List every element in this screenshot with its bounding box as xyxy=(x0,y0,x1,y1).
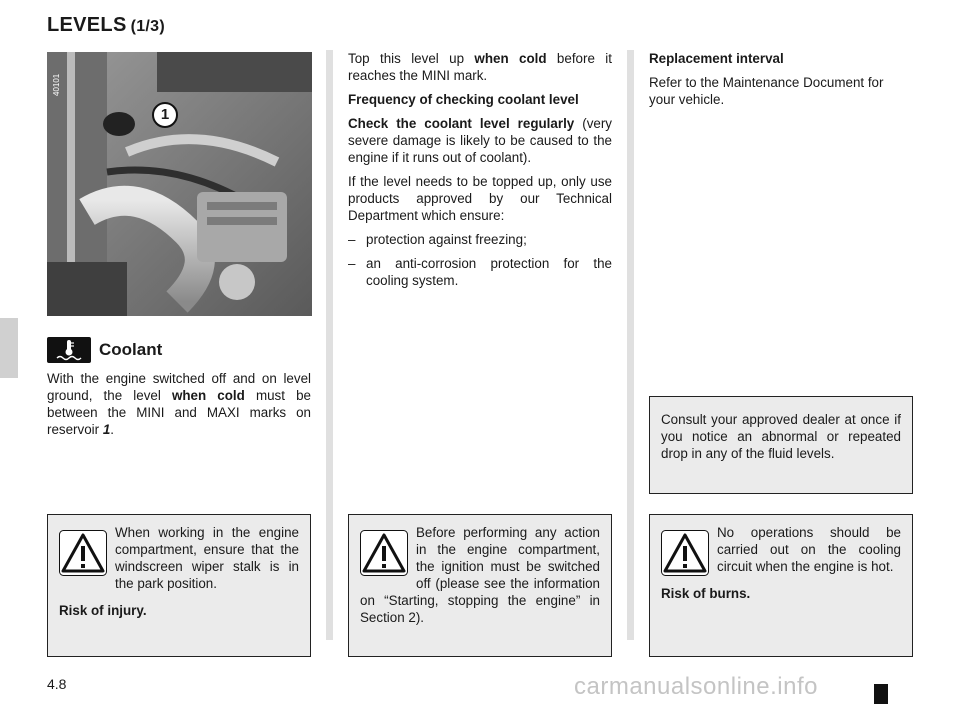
text-run: before it reaches the MINI mark. xyxy=(348,51,612,83)
photo-reference-code: 40101 xyxy=(52,73,61,96)
coolant-heading xyxy=(47,337,162,363)
coolant-title: Coolant xyxy=(99,340,163,359)
warning-text: Before performing any action in the engine compartment, the ignition must be switched off (please see the information on “Starting, stopping the engine” in Section 2). xyxy=(360,525,600,625)
column-divider-right xyxy=(627,50,634,640)
warning-triangle-icon xyxy=(661,530,709,576)
page-number: 4.8 xyxy=(47,676,67,692)
frequency-heading-text: Frequency of checking coolant level xyxy=(348,92,579,107)
text-run: With the engine switched off and on level ground, the level xyxy=(47,371,311,403)
warning-risk: Risk of injury. xyxy=(59,603,147,618)
topup-paragraph xyxy=(348,50,612,84)
page-title xyxy=(47,14,165,37)
check-paragraph xyxy=(348,115,612,166)
reservoir-reference: 1 xyxy=(102,422,111,437)
page-title-subtitle: (1/3) xyxy=(130,18,165,35)
warning-text: No operations should be carried out on the cooling circuit when the engine is hot. xyxy=(717,525,901,574)
warning-box-injury xyxy=(47,514,311,657)
info-box xyxy=(649,396,913,494)
warning-box-ignition xyxy=(348,514,612,657)
warning-triangle-icon xyxy=(59,530,107,576)
frequency-heading xyxy=(348,91,612,108)
list-item-text: an anti-corrosion protection for the cooling system. xyxy=(366,256,612,288)
engine-compartment-photo xyxy=(47,52,312,316)
replacement-text: Refer to the Maintenance Document for your vehicle. xyxy=(649,75,884,107)
warning-triangle-icon xyxy=(360,530,408,576)
emphasis-when-cold: when cold xyxy=(474,51,547,66)
section-side-tab xyxy=(0,318,18,378)
coolant-paragraph xyxy=(47,370,311,438)
watermark: carmanualsonline.info xyxy=(574,673,818,700)
list-item xyxy=(348,231,612,248)
replacement-heading-text: Replacement interval xyxy=(649,51,784,66)
text-run: must be between the MINI and MAXI marks on reservoir xyxy=(47,388,311,437)
warning-risk: Risk of burns. xyxy=(661,586,751,601)
topup-products-paragraph: If the level needs to be topped up, only use products approved by our Technical Department which ensure: xyxy=(348,174,612,223)
text-run: Top this level up xyxy=(348,51,475,66)
reservoir-callout-1: 1 xyxy=(152,102,178,128)
list-dash: – xyxy=(348,232,356,247)
column-divider-left xyxy=(326,50,333,640)
list-item-text: protection against freezing; xyxy=(366,232,527,247)
warning-box-burns xyxy=(649,514,913,657)
right-column-text xyxy=(649,50,913,115)
middle-column-text xyxy=(348,50,612,296)
page-corner-mark xyxy=(874,684,888,704)
emphasis-when-cold: when cold xyxy=(171,388,245,403)
coolant-temperature-icon xyxy=(47,337,91,363)
page-title-text: LEVELS xyxy=(47,14,127,36)
info-box-text: Consult your approved dealer at once if you notice an abnormal or repeated drop in any of the fluid levels. xyxy=(661,412,901,461)
text-run: (very severe damage is likely to be caused to the engine if it runs out of coolant). xyxy=(348,116,612,165)
check-emphasis: Check the coolant level regularly xyxy=(348,116,575,131)
warning-text: When working in the engine compartment, ensure that the windscreen wiper stalk is in the park position. xyxy=(115,525,299,591)
list-item xyxy=(348,255,612,289)
replacement-heading xyxy=(649,50,913,67)
list-dash: – xyxy=(348,256,356,271)
text-run: . xyxy=(110,422,114,437)
coolant-description xyxy=(47,370,311,445)
